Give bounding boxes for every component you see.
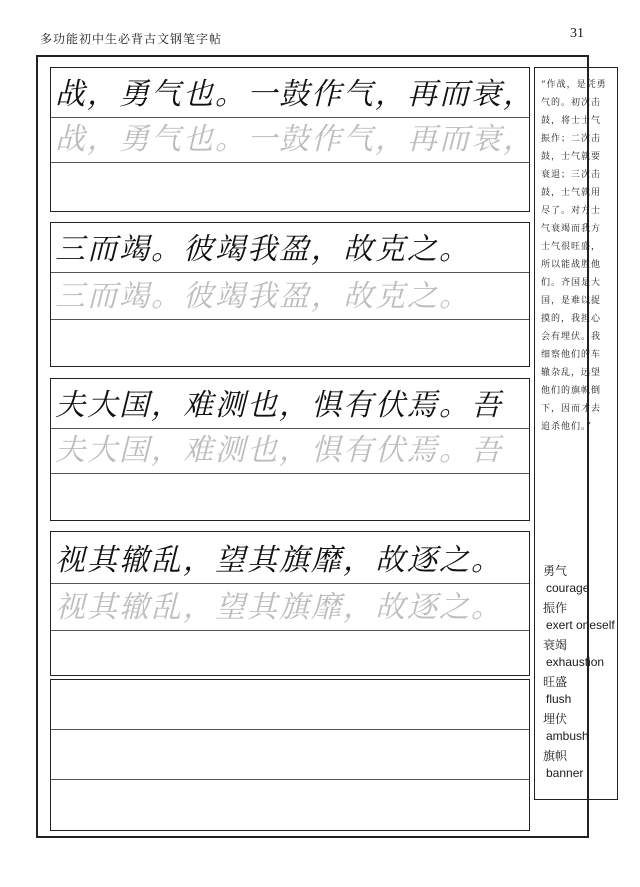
blank-row[interactable] <box>51 474 529 522</box>
vocab-english: exert oneself <box>546 618 615 632</box>
vocab-english: exhaustion <box>546 655 605 669</box>
vocab-chinese: 埋伏 <box>543 712 568 726</box>
ink-row <box>51 379 529 429</box>
ink-row <box>51 223 529 273</box>
ink-row <box>51 532 529 584</box>
practice-line: 战，勇气也。一鼓作气，再而衰， <box>55 77 535 112</box>
vocab-english: banner <box>546 766 584 780</box>
practice-line: 三而竭。彼竭我盈，故克之。 <box>55 232 471 267</box>
vocab-english: ambush <box>546 729 589 743</box>
practice-block <box>50 378 530 521</box>
vocab-item <box>543 748 615 785</box>
vocab-chinese: 勇气 <box>543 564 568 578</box>
copybook-frame <box>36 55 615 838</box>
vocab-item <box>543 637 615 674</box>
translation-text: “作战，是凭勇气的。初次击鼓，将士士气振作；二次击鼓，士气就要衰退；三次击鼓，士气就用尽了。对方士气衰竭而我方士气很旺盛，所以能战胜他们。齐国是大国，是难以捉摸的，我担心会有埋伏。我细察他们的车辙杂乱，远望他们的旗帜倒下，因而才去追杀他们。” <box>541 80 607 432</box>
trace-line: 三而竭。彼竭我盈，故克之。 <box>55 279 471 314</box>
notes-box <box>534 67 618 800</box>
vocab-chinese: 旺盛 <box>543 675 568 689</box>
blank-row[interactable] <box>51 730 529 780</box>
page-header <box>40 26 584 50</box>
vocab-chinese: 振作 <box>543 601 568 615</box>
vocab-item <box>543 711 615 748</box>
blank-row[interactable] <box>51 631 529 677</box>
trace-line: 视其辙乱，望其旗靡，故逐之。 <box>55 590 503 625</box>
vocab-chinese: 衰竭 <box>543 638 568 652</box>
vocab-item <box>543 563 615 600</box>
blank-row[interactable] <box>51 780 529 832</box>
vocab-english: flush <box>546 692 572 706</box>
practice-block <box>50 222 530 367</box>
vocab-item <box>543 674 615 711</box>
blank-rows-block <box>50 679 530 831</box>
vocab-item <box>543 600 615 637</box>
practice-line: 视其辙乱，望其旗靡，故逐之。 <box>55 543 503 578</box>
blank-row[interactable] <box>51 163 529 213</box>
trace-row[interactable] <box>51 273 529 320</box>
practice-block <box>50 531 530 676</box>
vocab-chinese: 旗帜 <box>543 749 568 763</box>
trace-row[interactable] <box>51 429 529 474</box>
ink-row <box>51 68 535 118</box>
trace-line: 夫大国，难测也，惧有伏焉。吾 <box>55 433 503 468</box>
vocabulary-list <box>543 563 615 785</box>
vocab-english: courage <box>546 581 590 595</box>
book-title: 多功能初中生必背古文钢笔字帖 <box>40 32 223 46</box>
page-number: 31 <box>570 26 584 41</box>
trace-line: 战，勇气也。一鼓作气，再而衰， <box>55 122 535 157</box>
blank-row[interactable] <box>51 320 529 368</box>
trace-row[interactable] <box>51 584 529 631</box>
practice-line: 夫大国，难测也，惧有伏焉。吾 <box>55 388 503 423</box>
practice-block <box>50 67 535 212</box>
blank-row[interactable] <box>51 680 529 730</box>
trace-row[interactable] <box>51 118 535 163</box>
